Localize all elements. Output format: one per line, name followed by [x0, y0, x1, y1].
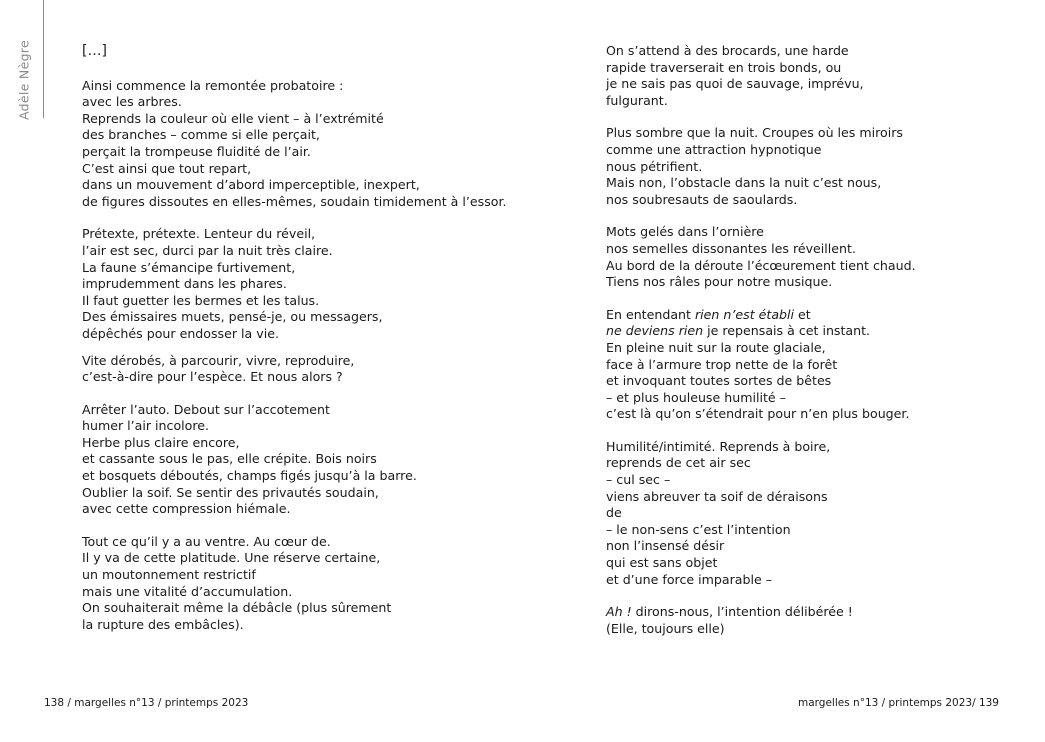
poem-line: Il faut guetter les bermes et les talus. — [82, 292, 320, 308]
page-footer-right: margelles n°13 / printemps 2023/ 139 — [798, 697, 999, 709]
poem-line: – le non-sens c’est l’intention — [606, 521, 791, 537]
stanza — [82, 77, 507, 211]
poem-line — [606, 604, 1026, 621]
poem-line: de — [606, 505, 622, 521]
poem-line: non l’insensé désir — [606, 538, 725, 554]
poem-line: – et plus houleuse humilité – — [606, 389, 786, 405]
stanza — [82, 226, 502, 342]
poem-line: On souhaiterait même la débâcle (plus sûrement — [82, 600, 392, 616]
poem-line: Mais non, l’obstacle dans la nuit c’est nous, — [606, 175, 882, 191]
poem-line: Des émissaires muets, pensé-je, ou messagers, — [82, 309, 383, 325]
left-stanzas — [82, 77, 507, 634]
poem-line: humer l’air incolore. — [82, 418, 210, 434]
italic-quote: ne deviens rien — [606, 323, 704, 339]
poem-line: Tiens nos râles pour notre musique. — [606, 274, 833, 290]
poem-line: et d’une force imparable – — [606, 571, 773, 587]
poem-line: et cassante sous le pas, elle crépite. Bois noirs — [82, 451, 377, 467]
stanza — [606, 125, 1026, 208]
poem-line: Oublier la soif. Se sentir des privautés soudain, — [82, 484, 379, 500]
poem-line: nous pétrifient. — [606, 158, 703, 174]
author-running-head: Adèle Nègre — [16, 40, 32, 120]
left-page-poem — [82, 43, 507, 649]
poem-line: Il y va de cette platitude. Une réserve certaine, — [82, 550, 381, 566]
line-text: En entendant — [606, 306, 695, 322]
margin-rule — [43, 0, 44, 118]
poem-line: dans un mouvement d’abord imperceptible, inexpert, — [82, 177, 420, 193]
line-text: dirons-nous, l’intention délibérée ! — [631, 604, 853, 620]
poem-line: On s’attend à des brocards, une harde — [606, 43, 849, 58]
poem-line: c’est là qu’on s’étendrait pour n’en plus bouger. — [606, 406, 910, 422]
poem-line: dépêchés pour endosser la vie. — [82, 325, 279, 341]
poem-line: de figures dissoutes en elles-mêmes, soudain timidement à l’essor. — [82, 193, 507, 209]
poem-line: Mots gelés dans l’ornière — [606, 224, 764, 240]
poem-line: Au bord de la déroute l’écœurement tient chaud. — [606, 257, 916, 273]
poem-line: Plus sombre que la nuit. Croupes où les miroirs — [606, 125, 903, 141]
poem-line: Tout ce qu’il y a au ventre. Au cœur de. — [82, 533, 331, 549]
poem-line: – cul sec – — [606, 472, 671, 488]
poem-line: nos semelles dissonantes les réveillent. — [606, 240, 856, 256]
poem-line: mais une vitalité d’accumulation. — [82, 583, 293, 599]
stanza — [82, 534, 502, 634]
poem-line: avec les arbres. — [82, 94, 182, 110]
italic-exclamation: Ah ! — [606, 604, 632, 620]
page-footer-left: 138 / margelles n°13 / printemps 2023 — [44, 697, 249, 709]
stanza — [606, 439, 1026, 588]
poem-line: perçait la trompeuse fluidité de l’air. — [82, 143, 311, 159]
right-page-poem — [606, 43, 1026, 653]
poem-line: Arrêter l’auto. Debout sur l’accotement — [82, 401, 330, 417]
poem-line: c’est-à-dire pour l’espèce. Et nous alors ? — [82, 369, 343, 385]
italic-quote: rien n’est établi — [694, 306, 795, 322]
poem-line: des branches – comme si elle perçait, — [82, 127, 320, 143]
poem-line — [606, 307, 1026, 324]
stanza — [606, 604, 1026, 637]
line-text: et — [794, 306, 811, 322]
stanza — [606, 224, 1026, 290]
poem-line: (Elle, toujours elle) — [606, 620, 725, 636]
poem-line: avec cette compression hiémale. — [82, 501, 291, 517]
stanza — [606, 43, 1026, 109]
poem-line: viens abreuver ta soif de déraisons — [606, 488, 828, 504]
poem-line: En pleine nuit sur la route glaciale, — [606, 339, 826, 355]
poem-line — [606, 323, 1026, 340]
poem-line: rapide traverserait en trois bonds, ou — [606, 59, 842, 75]
poem-line: et bosquets déboutés, champs figés jusqu’à la barre. — [82, 468, 417, 484]
stanza — [82, 353, 502, 386]
poem-line: face à l’armure trop nette de la forêt — [606, 356, 838, 372]
poem-line: Prétexte, prétexte. Lenteur du réveil, — [82, 226, 316, 242]
poem-line: imprudemment dans les phares. — [82, 276, 287, 292]
poem-line: je ne sais pas quoi de sauvage, imprévu, — [606, 76, 864, 92]
poem-line: Ainsi commence la remontée probatoire : — [82, 77, 344, 93]
poem-line: Reprends la couleur où elle vient – à l’extrémité — [82, 110, 384, 126]
poem-line: nos soubresauts de saoulards. — [606, 191, 798, 207]
poem-line: un moutonnement restrictif — [82, 567, 256, 583]
poem-line: La faune s’émancipe furtivement, — [82, 259, 296, 275]
poem-line: l’air est sec, durci par la nuit très claire. — [82, 242, 333, 258]
stanza — [606, 307, 1026, 423]
line-text: je repensais à cet instant. — [703, 323, 871, 339]
poem-line: Herbe plus claire encore, — [82, 434, 240, 450]
poem-line: reprends de cet air sec — [606, 455, 751, 471]
stanza — [82, 402, 502, 518]
opening-ellipsis: […] — [82, 43, 107, 59]
poem-line: la rupture des embâcles). — [82, 616, 244, 632]
poem-line: qui est sans objet — [606, 555, 718, 571]
poem-line: C’est ainsi que tout repart, — [82, 160, 252, 176]
poem-line: fulgurant. — [606, 92, 668, 108]
poem-line: Humilité/intimité. Reprends à boire, — [606, 438, 831, 454]
poem-line: Vite dérobés, à parcourir, vivre, reproduire, — [82, 352, 355, 368]
poem-line: et invoquant toutes sortes de bêtes — [606, 373, 832, 389]
poem-line: comme une attraction hypnotique — [606, 141, 822, 157]
